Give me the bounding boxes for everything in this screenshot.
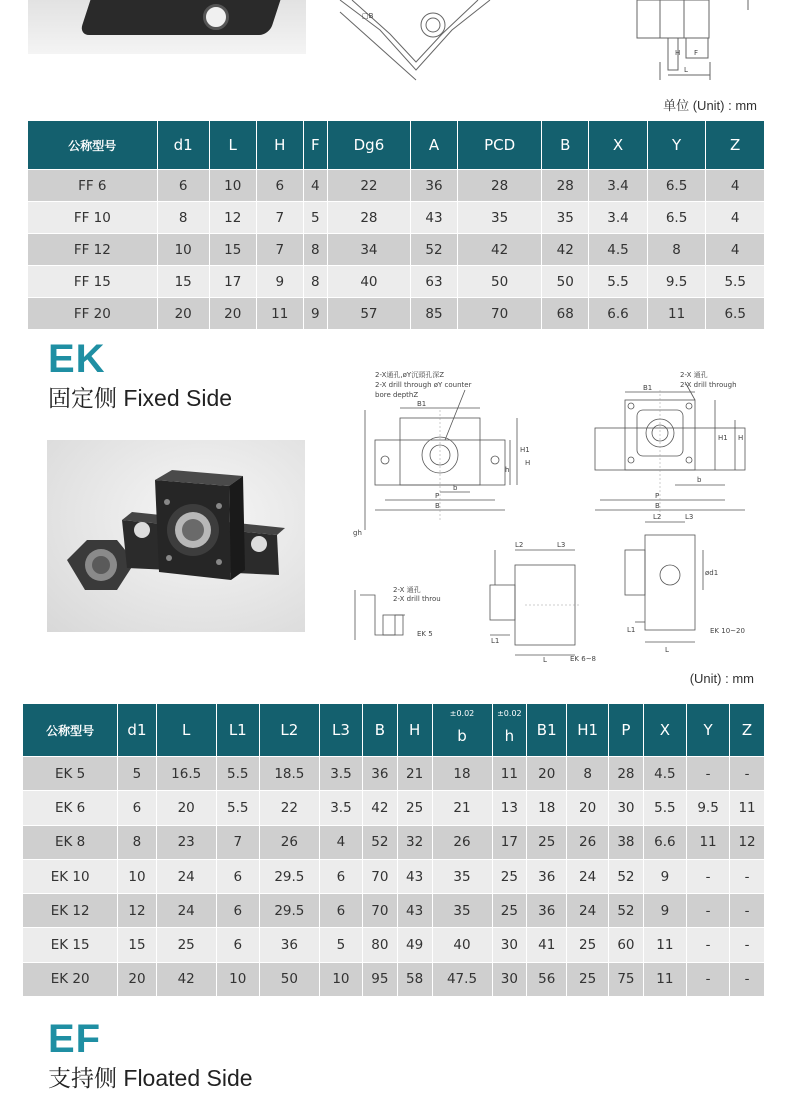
dim-l1-mid: L1 xyxy=(491,637,500,645)
value-cell: 9 xyxy=(644,860,686,893)
col-L3: L3 xyxy=(320,704,362,756)
table-row xyxy=(28,298,764,329)
value-cell: 5.5 xyxy=(589,266,647,297)
value-cell: 9.5 xyxy=(687,791,729,824)
col-B: B xyxy=(363,704,397,756)
value-cell: 11 xyxy=(644,928,686,961)
previous-section-crop xyxy=(0,0,790,88)
ef-section-title: EF xyxy=(48,1017,102,1061)
value-cell: 28 xyxy=(328,202,410,233)
value-cell: 5.5 xyxy=(644,791,686,824)
value-cell: 26 xyxy=(567,826,608,859)
value-cell: - xyxy=(730,894,764,927)
table-row xyxy=(23,791,764,824)
table-row xyxy=(28,202,764,233)
value-cell: 24 xyxy=(157,860,216,893)
dim-b-low-left: b xyxy=(453,484,458,492)
model-cell: EK 6 xyxy=(23,791,117,824)
value-cell: 42 xyxy=(542,234,588,265)
ek-table-body xyxy=(23,757,764,996)
value-cell: 26 xyxy=(260,826,319,859)
table-row xyxy=(28,234,764,265)
value-cell: 52 xyxy=(609,894,643,927)
dim-p-right: P xyxy=(655,492,660,500)
col-h-label: h xyxy=(504,727,515,745)
drill2-label-cn: 2-X 通孔 xyxy=(680,371,708,379)
col-Y: Y xyxy=(648,121,706,169)
table-row xyxy=(23,826,764,859)
value-cell: 29.5 xyxy=(260,860,319,893)
value-cell: 7 xyxy=(257,234,303,265)
dim-h-right: H xyxy=(738,434,744,442)
dim-p-left: P xyxy=(435,492,440,500)
value-cell: 60 xyxy=(609,928,643,961)
value-cell: - xyxy=(730,928,764,961)
dim-l1-right: L1 xyxy=(627,626,636,634)
value-cell: 15 xyxy=(158,266,209,297)
value-cell: 8 xyxy=(304,266,327,297)
value-cell: 16.5 xyxy=(157,757,216,790)
value-cell: 9.5 xyxy=(648,266,706,297)
value-cell: 23 xyxy=(157,826,216,859)
value-cell: 10 xyxy=(118,860,155,893)
value-cell: 26 xyxy=(433,826,492,859)
table-row xyxy=(28,266,764,297)
drill3-label-en: 2-X drill throu xyxy=(393,595,441,603)
value-cell: 11 xyxy=(493,757,527,790)
col-L2: L2 xyxy=(260,704,319,756)
value-cell: 5 xyxy=(320,928,362,961)
dim-b1-right: B1 xyxy=(643,384,653,392)
table-row xyxy=(23,963,764,996)
value-cell: 3.4 xyxy=(589,202,647,233)
col-Dg6: Dg6 xyxy=(328,121,410,169)
ek-technical-drawing xyxy=(345,360,765,670)
value-cell: 6.6 xyxy=(644,826,686,859)
col-L1: L1 xyxy=(217,704,259,756)
col-Z: Z xyxy=(706,121,764,169)
dim-b-left: B xyxy=(435,502,440,510)
value-cell: 30 xyxy=(493,963,527,996)
value-cell: 12 xyxy=(730,826,764,859)
value-cell: 36 xyxy=(260,928,319,961)
dim-l2-mid: L2 xyxy=(515,541,524,549)
value-cell: 11 xyxy=(257,298,303,329)
value-cell: 20 xyxy=(527,757,566,790)
dim-gh: gh xyxy=(353,529,362,537)
value-cell: 25 xyxy=(398,791,432,824)
value-cell: 56 xyxy=(527,963,566,996)
table-row xyxy=(23,757,764,790)
dim-b-label: □B xyxy=(362,12,374,20)
value-cell: 52 xyxy=(609,860,643,893)
table-row xyxy=(23,928,764,961)
value-cell: 11 xyxy=(687,826,729,859)
col-Z: Z xyxy=(730,704,764,756)
value-cell: 52 xyxy=(363,826,397,859)
dim-l3-right: L3 xyxy=(685,513,694,521)
col-B: B xyxy=(542,121,588,169)
value-cell: 12 xyxy=(210,202,256,233)
dim-l-right: L xyxy=(665,646,669,654)
table-header-row xyxy=(23,704,764,756)
value-cell: 9 xyxy=(644,894,686,927)
col-L: L xyxy=(157,704,216,756)
value-cell: 13 xyxy=(493,791,527,824)
value-cell: 22 xyxy=(260,791,319,824)
value-cell: 68 xyxy=(542,298,588,329)
dim-h-left: H xyxy=(525,459,531,467)
value-cell: 35 xyxy=(542,202,588,233)
value-cell: 95 xyxy=(363,963,397,996)
value-cell: 18 xyxy=(527,791,566,824)
drill3-label-cn: 2-X 通孔 xyxy=(393,586,421,594)
value-cell: 35 xyxy=(433,894,492,927)
table-header-row xyxy=(28,121,764,169)
value-cell: 6.5 xyxy=(648,202,706,233)
svg-text:H: H xyxy=(675,49,681,57)
value-cell: 4 xyxy=(320,826,362,859)
value-cell: 80 xyxy=(363,928,397,961)
drill-label-en-2: bore depthZ xyxy=(375,391,419,399)
value-cell: 36 xyxy=(411,170,457,201)
ek-spec-table xyxy=(22,703,765,997)
value-cell: 57 xyxy=(328,298,410,329)
value-cell: 5.5 xyxy=(706,266,764,297)
model-ek6-8: EK 6~8 xyxy=(570,655,597,663)
value-cell: 38 xyxy=(609,826,643,859)
value-cell: 8 xyxy=(118,826,155,859)
svg-text:L: L xyxy=(684,66,688,74)
model-cell: FF 6 xyxy=(28,170,157,201)
value-cell: 4.5 xyxy=(589,234,647,265)
value-cell: 36 xyxy=(527,894,566,927)
value-cell: 40 xyxy=(433,928,492,961)
value-cell: 21 xyxy=(433,791,492,824)
value-cell: 9 xyxy=(257,266,303,297)
ek-section-subtitle: 固定侧 Fixed Side xyxy=(48,385,233,411)
value-cell: 10 xyxy=(320,963,362,996)
value-cell: 35 xyxy=(433,860,492,893)
value-cell: 20 xyxy=(210,298,256,329)
value-cell: - xyxy=(687,928,729,961)
value-cell: 20 xyxy=(158,298,209,329)
model-cell: EK 15 xyxy=(23,928,117,961)
value-cell: 85 xyxy=(411,298,457,329)
value-cell: 8 xyxy=(304,234,327,265)
model-cell: FF 15 xyxy=(28,266,157,297)
dim-h1-right: H1 xyxy=(718,434,728,442)
col-h xyxy=(493,704,527,756)
value-cell: 34 xyxy=(328,234,410,265)
value-cell: 25 xyxy=(493,894,527,927)
value-cell: 6 xyxy=(320,860,362,893)
model-cell: EK 8 xyxy=(23,826,117,859)
col-A: A xyxy=(411,121,457,169)
value-cell: 30 xyxy=(609,791,643,824)
value-cell: 11 xyxy=(648,298,706,329)
value-cell: 4 xyxy=(706,234,764,265)
value-cell: 18 xyxy=(433,757,492,790)
dim-d1: ød1 xyxy=(705,569,719,577)
ff-spec-table xyxy=(27,120,765,330)
col-model: 公称型号 xyxy=(23,704,117,756)
value-cell: 7 xyxy=(257,202,303,233)
model-cell: EK 12 xyxy=(23,894,117,927)
tolerance-h: ±0.02 xyxy=(497,709,522,718)
value-cell: 8 xyxy=(648,234,706,265)
value-cell: 10 xyxy=(217,963,259,996)
value-cell: 43 xyxy=(398,860,432,893)
col-Y: Y xyxy=(687,704,729,756)
value-cell: 70 xyxy=(363,894,397,927)
value-cell: 47.5 xyxy=(433,963,492,996)
value-cell: 41 xyxy=(527,928,566,961)
value-cell: 43 xyxy=(398,894,432,927)
value-cell: 20 xyxy=(157,791,216,824)
value-cell: 10 xyxy=(210,170,256,201)
drill-label-en-1: 2-X drill through øY counter xyxy=(375,381,472,389)
value-cell: 18.5 xyxy=(260,757,319,790)
value-cell: - xyxy=(730,963,764,996)
value-cell: 5.5 xyxy=(217,791,259,824)
value-cell: 6.6 xyxy=(589,298,647,329)
value-cell: 30 xyxy=(493,928,527,961)
value-cell: 17 xyxy=(493,826,527,859)
value-cell: 43 xyxy=(411,202,457,233)
value-cell: 4 xyxy=(304,170,327,201)
value-cell: 40 xyxy=(328,266,410,297)
value-cell: 15 xyxy=(210,234,256,265)
col-X: X xyxy=(644,704,686,756)
value-cell: 42 xyxy=(157,963,216,996)
value-cell: 8 xyxy=(158,202,209,233)
value-cell: 25 xyxy=(527,826,566,859)
col-model: 公称型号 xyxy=(28,121,157,169)
value-cell: 6.5 xyxy=(648,170,706,201)
drill-label-cn: 2-X通孔,øY沉頭孔深Z xyxy=(375,371,445,379)
value-cell: 50 xyxy=(458,266,541,297)
model-cell: FF 10 xyxy=(28,202,157,233)
value-cell: 50 xyxy=(542,266,588,297)
value-cell: 6 xyxy=(320,894,362,927)
value-cell: 7 xyxy=(217,826,259,859)
col-d1: d1 xyxy=(158,121,209,169)
value-cell: - xyxy=(687,757,729,790)
tolerance-b: ±0.02 xyxy=(449,709,475,718)
value-cell: 50 xyxy=(260,963,319,996)
value-cell: 25 xyxy=(157,928,216,961)
value-cell: 36 xyxy=(527,860,566,893)
value-cell: 4 xyxy=(706,170,764,201)
value-cell: - xyxy=(730,757,764,790)
value-cell: 75 xyxy=(609,963,643,996)
value-cell: 3.5 xyxy=(320,757,362,790)
value-cell: - xyxy=(687,894,729,927)
dim-h-low-left: h xyxy=(505,466,510,474)
value-cell: 29.5 xyxy=(260,894,319,927)
col-B1: B1 xyxy=(527,704,566,756)
value-cell: 24 xyxy=(157,894,216,927)
value-cell: 6.5 xyxy=(706,298,764,329)
value-cell: 42 xyxy=(363,791,397,824)
value-cell: 70 xyxy=(363,860,397,893)
value-cell: 28 xyxy=(542,170,588,201)
col-H1: H1 xyxy=(567,704,608,756)
model-cell: FF 12 xyxy=(28,234,157,265)
value-cell: - xyxy=(687,860,729,893)
ff-technical-drawing xyxy=(0,0,790,88)
dim-l2-right: L2 xyxy=(653,513,662,521)
value-cell: 28 xyxy=(458,170,541,201)
value-cell: 15 xyxy=(118,928,155,961)
col-PCD: PCD xyxy=(458,121,541,169)
value-cell: 24 xyxy=(567,860,608,893)
value-cell: 24 xyxy=(567,894,608,927)
dim-b-low-right: b xyxy=(697,476,702,484)
dim-b-right: B xyxy=(655,502,660,510)
value-cell: 58 xyxy=(398,963,432,996)
value-cell: - xyxy=(687,963,729,996)
ff-table-body xyxy=(28,170,764,329)
value-cell: 10 xyxy=(158,234,209,265)
col-d1: d1 xyxy=(118,704,155,756)
value-cell: 52 xyxy=(411,234,457,265)
value-cell: 17 xyxy=(210,266,256,297)
value-cell: 3.4 xyxy=(589,170,647,201)
value-cell: 5 xyxy=(118,757,155,790)
unit-label: 单位 (Unit) : mm xyxy=(663,98,757,113)
value-cell: 35 xyxy=(458,202,541,233)
table-row xyxy=(23,894,764,927)
value-cell: 25 xyxy=(567,963,608,996)
value-cell: 28 xyxy=(609,757,643,790)
value-cell: 6 xyxy=(118,791,155,824)
model-cell: EK 10 xyxy=(23,860,117,893)
dim-b1-left: B1 xyxy=(417,400,427,408)
value-cell: 9 xyxy=(304,298,327,329)
value-cell: 63 xyxy=(411,266,457,297)
value-cell: 3.5 xyxy=(320,791,362,824)
svg-text:F: F xyxy=(694,49,699,57)
value-cell: 36 xyxy=(363,757,397,790)
value-cell: 6 xyxy=(158,170,209,201)
value-cell: 25 xyxy=(493,860,527,893)
col-b xyxy=(433,704,492,756)
table-row xyxy=(23,860,764,893)
dim-h1-left: H1 xyxy=(520,446,530,454)
ek-unit-label: (Unit) : mm xyxy=(689,671,754,686)
model-cell: FF 20 xyxy=(28,298,157,329)
dim-l3-mid: L3 xyxy=(557,541,566,549)
value-cell: 20 xyxy=(567,791,608,824)
value-cell: 6 xyxy=(217,928,259,961)
model-cell: EK 20 xyxy=(23,963,117,996)
ek-product-photo xyxy=(47,440,305,632)
value-cell: 21 xyxy=(398,757,432,790)
value-cell: 4.5 xyxy=(644,757,686,790)
ef-section-subtitle: 支持侧 Floated Side xyxy=(48,1065,253,1091)
model-cell: EK 5 xyxy=(23,757,117,790)
dim-l-mid: L xyxy=(543,656,547,664)
value-cell: 5 xyxy=(304,202,327,233)
col-P: P xyxy=(609,704,643,756)
value-cell: 11 xyxy=(644,963,686,996)
value-cell: 32 xyxy=(398,826,432,859)
value-cell: 42 xyxy=(458,234,541,265)
value-cell: 70 xyxy=(458,298,541,329)
value-cell: 8 xyxy=(567,757,608,790)
value-cell: - xyxy=(730,860,764,893)
col-L: L xyxy=(210,121,256,169)
value-cell: 20 xyxy=(118,963,155,996)
model-ek5: EK 5 xyxy=(417,630,433,638)
value-cell: 12 xyxy=(118,894,155,927)
drill2-label-en: 2-X drill through xyxy=(680,381,737,389)
value-cell: 6 xyxy=(217,894,259,927)
value-cell: 5.5 xyxy=(217,757,259,790)
value-cell: 11 xyxy=(730,791,764,824)
col-b-label: b xyxy=(457,727,467,745)
col-H: H xyxy=(398,704,432,756)
value-cell: 25 xyxy=(567,928,608,961)
col-H: H xyxy=(257,121,303,169)
value-cell: 6 xyxy=(257,170,303,201)
value-cell: 49 xyxy=(398,928,432,961)
value-cell: 22 xyxy=(328,170,410,201)
model-ek10-20: EK 10~20 xyxy=(710,627,745,635)
value-cell: 4 xyxy=(706,202,764,233)
col-X: X xyxy=(589,121,647,169)
ek-section-title: EK xyxy=(48,337,106,381)
col-F: F xyxy=(304,121,327,169)
value-cell: 6 xyxy=(217,860,259,893)
table-row xyxy=(28,170,764,201)
